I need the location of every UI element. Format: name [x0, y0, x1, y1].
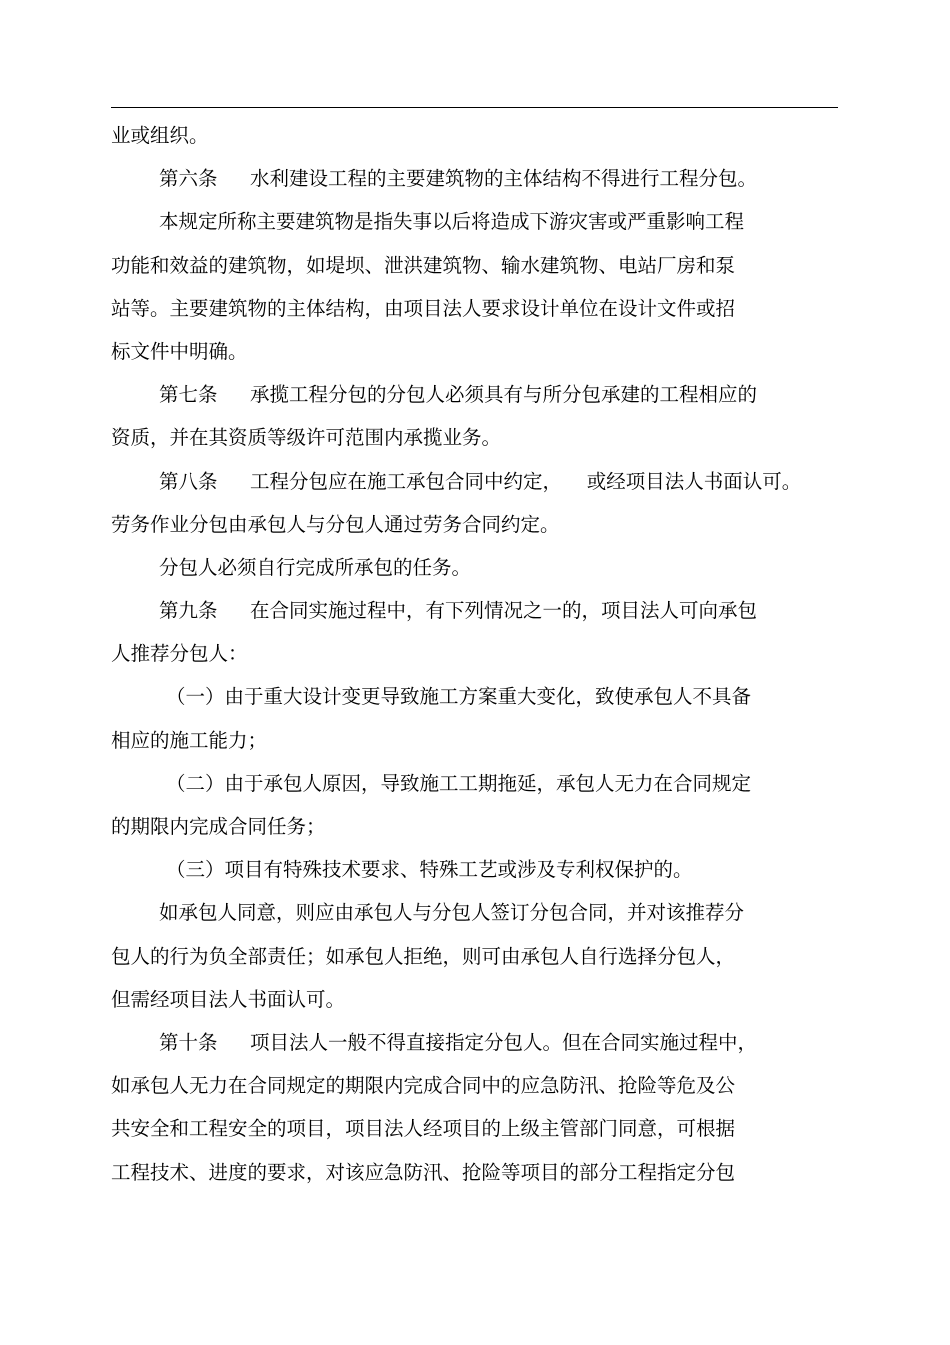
text-line: [111, 848, 841, 891]
line-text: 工程技术、进度的要求，对该应急防汛、抢险等项目的部分工程指定分包: [111, 1160, 736, 1184]
line-text: 如承包人无力在合同规定的期限内完成合同中的应急防汛、抢险等危及公: [111, 1074, 736, 1098]
article-number: 第七条: [159, 383, 218, 407]
text-line: [111, 330, 841, 373]
text-line: [111, 978, 841, 1021]
line-text: 项目法人一般不得直接指定分包人。但在合同实施过程中，: [250, 1030, 758, 1054]
document-body: [111, 114, 841, 1194]
line-text: 但需经项目法人书面认可。: [111, 987, 346, 1011]
text-line: [111, 1107, 841, 1150]
text-line: [111, 416, 841, 459]
text-line: [111, 244, 841, 287]
text-line: [111, 935, 841, 978]
line-text: 相应的施工能力；: [111, 728, 268, 752]
article-number: 第九条: [159, 599, 218, 623]
line-text: 业或组织。: [111, 124, 209, 147]
line-text: 人推荐分包人：: [111, 642, 248, 666]
line-text: 如承包人同意，则应由承包人与分包人签订分包合同，并对该推荐分: [159, 901, 745, 925]
text-line: [111, 373, 841, 416]
text-line: [111, 1021, 841, 1064]
text-line: [111, 114, 841, 157]
text-line: [111, 460, 841, 503]
text-line: [111, 762, 841, 805]
line-text: 的期限内完成合同任务；: [111, 815, 326, 838]
line-text: 功能和效益的建筑物，如堤坝、泄洪建筑物、输水建筑物、电站厂房和泵: [111, 253, 736, 277]
line-text: 承揽工程分包的分包人必须具有与所分包承建的工程相应的: [250, 383, 758, 407]
line-text: 包人的行为负全部责任；如承包人拒绝，则可由承包人自行选择分包人，: [111, 944, 736, 968]
article-number: 第八条: [159, 469, 218, 493]
text-line: [111, 546, 841, 589]
text-line: [111, 503, 841, 546]
text-line: [111, 589, 841, 632]
line-text: 工程分包应在施工承包合同中约定， 或经项目法人书面认可。: [250, 469, 802, 493]
line-text: 水利建设工程的主要建筑物的主体结构不得进行工程分包。: [250, 167, 758, 191]
line-text: （二）由于承包人原因，导致施工工期拖延，承包人无力在合同规定: [166, 771, 752, 795]
text-line: [111, 719, 841, 762]
text-line: [111, 632, 841, 675]
line-text: 共安全和工程安全的项目，项目法人经项目的上级主管部门同意，可根据: [111, 1117, 736, 1141]
line-text: （一）由于重大设计变更导致施工方案重大变化，致使承包人不具备: [166, 685, 752, 709]
line-text: 本规定所称主要建筑物是指失事以后将造成下游灾害或严重影响工程: [159, 210, 745, 234]
text-line: [111, 1151, 841, 1194]
article-number: 第十条: [159, 1030, 218, 1054]
line-text: 在合同实施过程中，有下列情况之一的，项目法人可向承包: [250, 599, 758, 623]
text-line: [111, 157, 841, 200]
line-text: 分包人必须自行完成所承包的任务。: [159, 555, 472, 579]
line-text: 标文件中明确。: [111, 339, 248, 363]
line-text: 资质，并在其资质等级许可范围内承揽业务。: [111, 426, 502, 450]
header-rule: [111, 107, 838, 108]
text-line: [111, 200, 841, 243]
line-text: 劳务作业分包由承包人与分包人通过劳务合同约定。: [111, 512, 560, 536]
line-text: 站等。主要建筑物的主体结构，由项目法人要求设计单位在设计文件或招: [111, 296, 736, 320]
line-text: （三）项目有特殊技术要求、特殊工艺或涉及专利权保护的。: [166, 858, 693, 882]
text-line: [111, 675, 841, 718]
text-line: [111, 891, 841, 934]
text-line: [111, 805, 841, 848]
text-line: [111, 1064, 841, 1107]
text-line: [111, 287, 841, 330]
article-number: 第六条: [159, 167, 218, 191]
